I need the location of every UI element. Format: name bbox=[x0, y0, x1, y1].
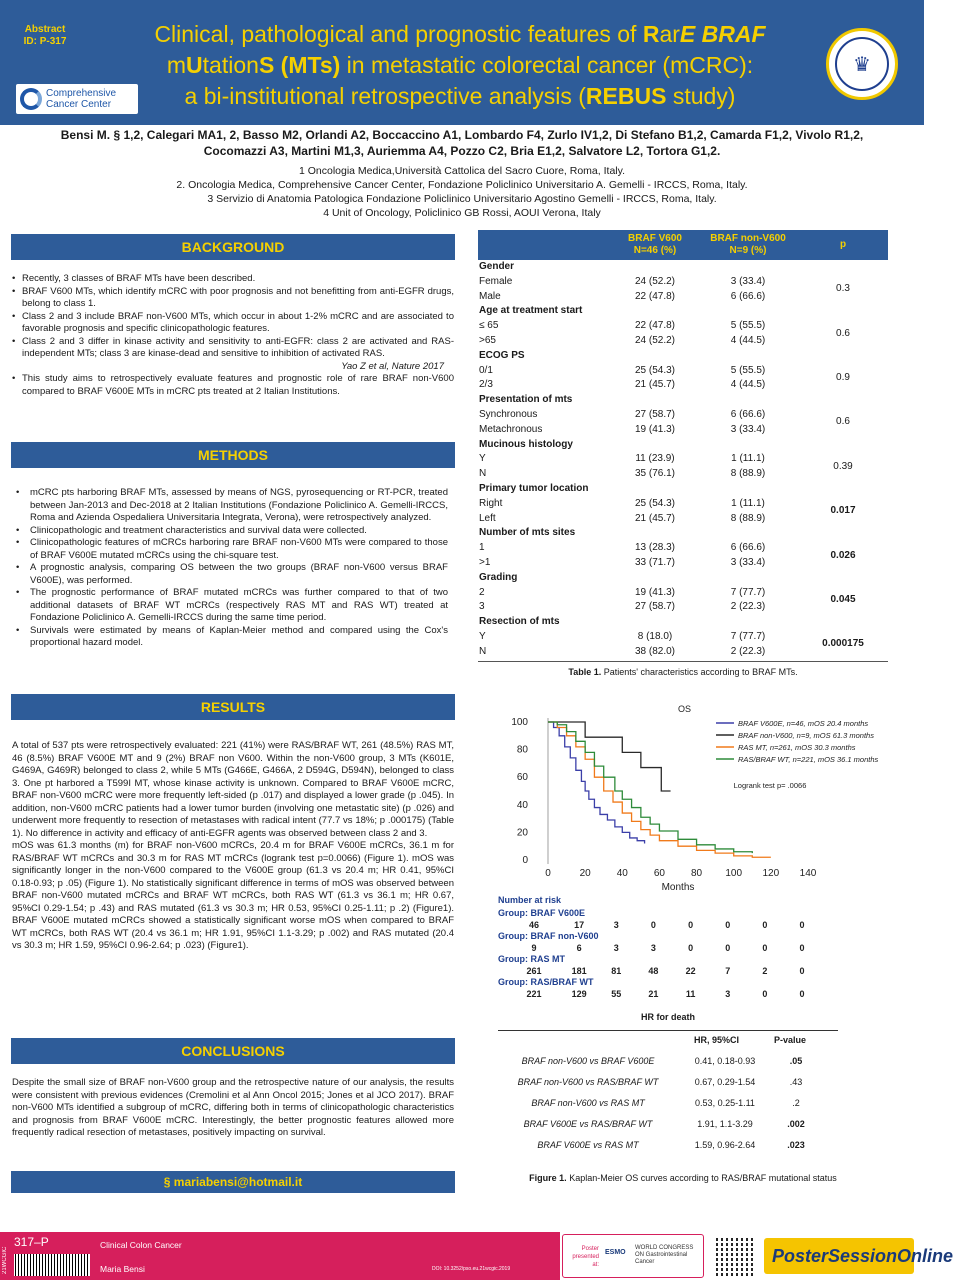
col-header-braf-non-v600 bbox=[700, 233, 796, 257]
y-tick-label: 100 bbox=[511, 717, 528, 728]
methods-bullet: • A prognostic analysis, comparing OS between the two groups (BRAF non-V600 versus BRAF V600E), was performed. bbox=[16, 562, 448, 587]
y-tick-label: 0 bbox=[522, 855, 528, 866]
presented-at-text: Poster presented at: bbox=[572, 1246, 599, 1268]
x-tick-label: 80 bbox=[691, 868, 703, 879]
methods-bullet: • Survivals were estimated by means of Kaplan-Meier method and compared using the Cox's proportional hazard model. bbox=[16, 625, 448, 650]
table-group-row bbox=[478, 526, 888, 541]
title-part: ar bbox=[659, 21, 680, 47]
qr-code-pattern bbox=[716, 1236, 756, 1276]
cell-braf-non-v600: 5 (55.5) bbox=[730, 364, 766, 376]
title-part: study) bbox=[666, 83, 736, 109]
methods-bullet: • Clinicopathologic features of mCRCs harboring rare BRAF non-V600 MTs were compared to those of BRAF V600E mutated mCRCs using the chi-square test. bbox=[16, 537, 448, 562]
contact-email[interactable]: § mariabensi@hotmail.it bbox=[11, 1171, 455, 1193]
y-tick-label: 80 bbox=[516, 744, 528, 756]
pso-logo-text: PosterSessionOnline bbox=[772, 1246, 953, 1266]
hr-row bbox=[498, 1051, 838, 1072]
author-list bbox=[20, 127, 904, 159]
table-group-row bbox=[478, 571, 888, 586]
risk-count: 3 bbox=[650, 943, 656, 953]
risk-count: 81 bbox=[611, 966, 622, 976]
table-group-row bbox=[478, 615, 888, 630]
cell-braf-v600: 21 (45.7) bbox=[634, 512, 676, 524]
hr-p-value: .43 bbox=[789, 1077, 803, 1087]
hr-value: 0.41, 0.18-0.93 bbox=[694, 1056, 756, 1066]
results-text bbox=[12, 740, 454, 953]
legend-entry: RAS MT, n=261, mOS 30.3 months bbox=[738, 743, 856, 752]
hr-comparison: BRAF V600E vs RAS MT bbox=[537, 1140, 639, 1150]
results-paragraph: mOS was 61.3 months (m) for BRAF non-V600 mCRCs, 20.4 m for BRAF V600E mCRCs, 36.1 m for RAS/BRAF WT mCRCs and 30.3 m for RAS MT mCRCs (logrank test p=0.0066) (Figure 1). mOS was significantly longer in the non-V600 compared to the V600E group (61.3 vs 20.4 m; HR 0.41, 95%CI 0.18-0.93; p .05) (Figure 1). No statistically significant difference in terms of mOS was observed between BRAF non-V600 mutated mCRCs and BRAF WT mCRCs, both RAS WT (61.3 vs 36.1 m; HR 0.67, 95%CI 0.29-1.54; p .43) and RAS mutated (61.3 vs 30.3 m; HR 0.53, 95%CI 0.25-1.11; p .2) (Figure1). BRAF V600E mutated mCRCs showed a statistically significant worse mOS when compared to BRAF WT mCRCs, both RAS WT (20.4 vs 36.1 m; HR 1.91, 95%CI 1.1-3.29; p .002) and RAS mutated (20.4 vs 30.3 m; HR 1.59, 95%CI 0.96-2.64; p .023) (Figure1). bbox=[12, 840, 454, 951]
esmo-logo: ESMO bbox=[605, 1249, 626, 1256]
table-group-row bbox=[478, 349, 888, 364]
p-value: 0.39 bbox=[833, 460, 853, 472]
y-tick-label: 40 bbox=[516, 799, 528, 811]
cell-braf-non-v600: 1 (11.1) bbox=[731, 497, 765, 509]
title-part: E BRAF bbox=[679, 21, 766, 47]
risk-count: 55 bbox=[611, 989, 622, 999]
table-group-row bbox=[478, 482, 888, 497]
cell-braf-v600: 22 (47.8) bbox=[634, 320, 676, 332]
km-survival-chart bbox=[488, 700, 898, 1010]
cell-braf-v600: 33 (71.7) bbox=[634, 556, 676, 568]
title-part: S (MTs) bbox=[258, 52, 341, 78]
row-label: ≤ 65 bbox=[479, 320, 499, 332]
km-curve-series-0 bbox=[548, 722, 645, 843]
footer-poster-number: 317–P bbox=[14, 1235, 49, 1249]
cell-braf-non-v600: 4 (44.5) bbox=[730, 379, 766, 391]
risk-count: 46 bbox=[528, 920, 540, 930]
title-part: REBUS bbox=[585, 83, 667, 109]
col-header-p: p bbox=[839, 239, 847, 250]
table-body bbox=[478, 260, 888, 660]
title-part: Clinical, pathological and prognostic features of bbox=[154, 21, 643, 47]
row-label: Resection of mts bbox=[479, 616, 560, 628]
cell-braf-non-v600: 5 (55.5) bbox=[730, 320, 766, 332]
row-label: Male bbox=[479, 290, 501, 302]
hr-col-header: P-value bbox=[774, 1035, 807, 1045]
row-label: Presentation of mts bbox=[479, 394, 573, 406]
risk-count: 0 bbox=[799, 966, 805, 976]
footer-category: Clinical Colon Cancer bbox=[100, 1240, 182, 1250]
risk-group-label: Group: BRAF V600E bbox=[498, 908, 586, 918]
hr-comparison: BRAF non-V600 vs RAS MT bbox=[531, 1098, 645, 1108]
title-part: m bbox=[166, 52, 187, 78]
caption-label: Table 1. bbox=[568, 667, 602, 677]
cell-braf-v600: 27 (58.7) bbox=[634, 601, 676, 613]
hr-header bbox=[498, 1035, 838, 1051]
risk-count: 0 bbox=[799, 943, 805, 953]
affiliation: 1 Oncologia Medica,Università Cattolica del Sacro Cuore, Roma, Italy. bbox=[298, 165, 626, 177]
risk-count: 0 bbox=[799, 920, 805, 930]
cell-braf-v600: 38 (82.0) bbox=[634, 645, 676, 657]
logrank-annotation: Logrank test p= .0066 bbox=[733, 781, 807, 790]
row-label: N bbox=[479, 468, 487, 480]
hr-comparison: BRAF non-V600 vs RAS/BRAF WT bbox=[517, 1077, 659, 1087]
row-label: Right bbox=[479, 497, 503, 509]
col-header-text: N=46 (%) bbox=[633, 245, 677, 256]
logo-text-line2: Cancer Center bbox=[46, 99, 112, 110]
footer-band bbox=[0, 1232, 560, 1280]
cell-braf-non-v600: 8 (88.9) bbox=[730, 512, 766, 524]
title-part: U bbox=[186, 52, 203, 78]
risk-count: 17 bbox=[574, 920, 585, 930]
university-seal-logo bbox=[826, 28, 898, 100]
abstract-number: ID: P-317 bbox=[23, 36, 67, 47]
title-part: tation bbox=[202, 52, 259, 78]
footer-doi: DOI: 10.3252/pso.eu.21wcgic.2019 bbox=[432, 1266, 511, 1272]
figure-caption-label: Figure 1. bbox=[529, 1173, 567, 1183]
p-value: 0.045 bbox=[830, 594, 856, 605]
authors-line1: Bensi M. § 1,2, Calegari MA1, 2, Basso M2, Orlandi A2, Boccaccino A1, Lombardo F4, Zurlo IV1,2, Di Stefano B1,2, Camarda F1,2, Vivolo R1,2, bbox=[60, 128, 864, 142]
cell-braf-v600: 19 (41.3) bbox=[634, 423, 676, 435]
risk-count: 0 bbox=[650, 920, 656, 930]
affiliation: 2. Oncologia Medica, Comprehensive Cancer Center, Fondazione Policlinico Universitario A. Gemelli - IRCCS, Roma, Italy. bbox=[176, 179, 748, 191]
risk-count: 7 bbox=[725, 966, 731, 976]
affiliation: 4 Unit of Oncology, Policlinico GB Rossi, AOUI Verona, Italy bbox=[323, 207, 601, 219]
hr-value: 1.59, 0.96-2.64 bbox=[694, 1140, 756, 1150]
hr-p-value: .2 bbox=[792, 1098, 800, 1108]
conclusions-text bbox=[12, 1077, 454, 1140]
cell-braf-v600: 19 (41.3) bbox=[634, 586, 676, 598]
row-label: N bbox=[479, 645, 487, 657]
row-label: Age at treatment start bbox=[479, 305, 583, 317]
cell-braf-v600: 24 (52.2) bbox=[634, 275, 676, 287]
table-bottom-rule bbox=[478, 661, 888, 662]
hr-comparison: BRAF non-V600 vs BRAF V600E bbox=[521, 1056, 655, 1066]
poster-title bbox=[105, 19, 815, 112]
background-reference: Yao Z et al, Nature 2017 bbox=[341, 360, 444, 372]
col-header-text: N=9 (%) bbox=[729, 245, 767, 256]
risk-group-label: Group: RAS/BRAF WT bbox=[498, 977, 594, 987]
p-value: 0.017 bbox=[830, 505, 856, 517]
cell-braf-v600: 13 (28.3) bbox=[634, 542, 676, 554]
x-tick-label: 100 bbox=[725, 868, 743, 879]
figure-caption bbox=[478, 1173, 888, 1183]
table-group-row bbox=[478, 438, 888, 453]
hr-p-value: .023 bbox=[787, 1140, 805, 1150]
background-heading: BACKGROUND bbox=[11, 234, 455, 260]
row-label: Grading bbox=[479, 571, 518, 583]
hr-row bbox=[498, 1093, 838, 1114]
seal-inner bbox=[835, 37, 889, 91]
risk-count: 9 bbox=[531, 943, 537, 953]
row-label: Gender bbox=[479, 261, 515, 272]
authors-line2: Cocomazzi A3, Martini M1,3, Auriemma A4, Pozzo C2, Bria E1,2, Salvatore L2, Tortora G1,2. bbox=[203, 144, 721, 158]
hr-value: 0.67, 0.29-1.54 bbox=[694, 1077, 756, 1087]
table-group-row bbox=[478, 393, 888, 408]
risk-count: 2 bbox=[762, 966, 768, 976]
hr-comparison: BRAF V600E vs RAS/BRAF WT bbox=[523, 1119, 653, 1129]
cancer-center-logo-icon bbox=[20, 88, 42, 110]
p-value: 0.3 bbox=[836, 283, 850, 295]
cell-braf-v600: 27 (58.7) bbox=[634, 408, 676, 420]
x-tick-label: 40 bbox=[616, 868, 628, 879]
cell-braf-v600: 25 (54.3) bbox=[634, 364, 676, 376]
x-tick-label: 120 bbox=[762, 868, 780, 879]
p-value: 0.6 bbox=[836, 416, 850, 428]
background-bullet: • BRAF V600 MTs, which identify mCRC with poor prognosis and not benefitting from anti-EGFR drugs, belong to class 1. bbox=[12, 286, 454, 311]
hr-row bbox=[498, 1072, 838, 1093]
risk-count: 0 bbox=[725, 920, 731, 930]
x-tick-label: 60 bbox=[653, 868, 665, 879]
risk-count: 221 bbox=[526, 989, 542, 999]
cell-braf-non-v600: 2 (22.3) bbox=[730, 601, 766, 613]
row-label: Mucinous histology bbox=[479, 438, 573, 450]
background-text bbox=[12, 273, 454, 398]
hr-p-value: .002 bbox=[787, 1119, 805, 1129]
row-label: ECOG PS bbox=[479, 349, 525, 361]
x-tick-label: 140 bbox=[799, 868, 817, 879]
background-bullet: • Recently, 3 classes of BRAF MTs have been described. bbox=[12, 273, 454, 286]
cell-braf-v600: 11 (23.9) bbox=[635, 453, 675, 465]
row-label: Left bbox=[479, 512, 496, 524]
p-value: 0.000175 bbox=[822, 638, 864, 650]
x-axis-label: Months bbox=[661, 882, 695, 893]
cell-braf-non-v600: 6 (66.6) bbox=[730, 408, 766, 420]
presented-at-box bbox=[562, 1234, 704, 1278]
hr-col-header: HR, 95%CI bbox=[694, 1035, 740, 1045]
title-part: R bbox=[642, 21, 660, 47]
cell-braf-non-v600: 4 (44.5) bbox=[730, 334, 766, 346]
caption-text: Patients' characteristics according to BRAF MTs. bbox=[601, 667, 798, 677]
risk-count: 0 bbox=[725, 943, 731, 953]
legend-entry: BRAF V600E, n=46, mOS 20.4 months bbox=[738, 719, 869, 728]
hr-title: HR for death bbox=[641, 1012, 695, 1022]
risk-count: 129 bbox=[571, 989, 587, 999]
risk-count: 11 bbox=[685, 989, 696, 999]
background-bullet: • Class 2 and 3 differ in kinase activity and sensitivity to anti-EGFR: class 2 are activated and RAS-independent MTs; class 3 are kinase-dead and sensitive to inhibition of activated RAS. bbox=[12, 336, 454, 361]
poster-session-online-logo[interactable] bbox=[764, 1238, 953, 1274]
cell-braf-non-v600: 7 (77.7) bbox=[730, 586, 766, 598]
risk-group-label: Group: BRAF non-V600 bbox=[498, 931, 599, 941]
table-group-row bbox=[478, 304, 888, 319]
hr-rule bbox=[498, 1030, 838, 1031]
x-tick-label: 20 bbox=[579, 868, 591, 879]
x-tick-label: 0 bbox=[545, 868, 551, 879]
methods-heading: METHODS bbox=[11, 442, 455, 468]
figure-caption-text: Kaplan-Meier OS curves according to RAS/BRAF mutational status bbox=[566, 1173, 837, 1183]
risk-count: 0 bbox=[762, 989, 768, 999]
patient-characteristics-table bbox=[478, 230, 888, 660]
risk-count: 48 bbox=[648, 966, 659, 976]
cell-braf-non-v600: 3 (33.4) bbox=[730, 556, 766, 568]
cell-braf-non-v600: 2 (22.3) bbox=[730, 645, 766, 657]
cell-braf-non-v600: 8 (88.9) bbox=[730, 468, 766, 480]
row-label: Metachronous bbox=[479, 423, 543, 435]
y-tick-label: 60 bbox=[516, 772, 528, 784]
abstract-id bbox=[14, 24, 76, 48]
cell-braf-v600: 21 (45.7) bbox=[634, 379, 676, 391]
risk-count: 3 bbox=[613, 920, 619, 930]
abstract-label: Abstract bbox=[24, 24, 66, 35]
footer-congress-code: 21WCGIC bbox=[2, 1246, 8, 1274]
results-paragraph: A total of 537 pts were retrospectively evaluated: 221 (41%) were RAS/BRAF WT, 261 (48.5%) RAS MT, 46 (8.5%) BRAF V600E MT and 9 (2%) BRAF non V600. Within the non-V600 group, 3 MTs (K601E, G469A, G469R) belonged to class 2, while 5 MTs (G466E, G466A, 2 D594G, D594N), belonged to class 3. One pt harbored a T599I MT, whose kinase activity is unknown. Compared to BRAF V600E mCRC, BRAF non-V600 mCRC were more frequently left-sided (p .017) and displayed a lower grade (p .045). In addition, non-V600 mCRC patients had a lower tumor burden (involving one metastatic site) (p .026) and underwent more frequently to resection of metastases with radical intent (77.7 vs 18%; p .000175) (Table 1). No difference in activity and efficacy of anti-EGFR agents was observed between class 2 and 3. bbox=[12, 740, 454, 839]
methods-text bbox=[16, 487, 448, 650]
cell-braf-non-v600: 3 (33.4) bbox=[730, 423, 766, 435]
hr-row bbox=[498, 1114, 838, 1135]
row-label: 3 bbox=[479, 601, 485, 613]
logo-text-line1: Comprehensive bbox=[46, 88, 117, 99]
risk-count: 261 bbox=[526, 966, 542, 976]
poster-header bbox=[0, 0, 924, 125]
affiliations bbox=[20, 164, 904, 220]
legend-entry: RAS/BRAF WT, n=221, mOS 36.1 months bbox=[738, 755, 879, 764]
row-label: 1 bbox=[479, 542, 485, 554]
cell-braf-non-v600: 6 (66.6) bbox=[730, 542, 766, 554]
cell-braf-v600: 22 (47.8) bbox=[634, 290, 676, 302]
row-label: 0/1 bbox=[479, 364, 493, 376]
affiliation: 3 Servizio di Anatomia Patologica Fondazione Policlinico Universitario Agostino Gemelli - IRCCS, Roma, Italy. bbox=[207, 193, 717, 205]
cell-braf-v600: 8 (18.0) bbox=[637, 630, 673, 642]
row-label: Y bbox=[479, 630, 486, 642]
risk-count: 0 bbox=[688, 943, 694, 953]
risk-count: 0 bbox=[762, 943, 768, 953]
table-group-row bbox=[478, 260, 888, 275]
footer-author: Maria Bensi bbox=[100, 1264, 145, 1274]
risk-count: 0 bbox=[688, 920, 694, 930]
hr-value: 0.53, 0.25-1.11 bbox=[695, 1098, 755, 1108]
risk-count: 22 bbox=[685, 966, 696, 976]
col-header-braf-v600 bbox=[615, 233, 695, 257]
row-label: Female bbox=[479, 275, 513, 287]
legend-entry: BRAF non-V600, n=9, mOS 61.3 months bbox=[738, 731, 874, 740]
wcgi-logo: WORLD CONGRESS ON Gastrointestinal Cancer bbox=[635, 1245, 694, 1265]
background-bullet: • Class 2 and 3 include BRAF non-V600 MTs, which occur in about 1-2% mCRC and are associated to favorable prognosis and specific clinicopathologic features. bbox=[12, 311, 454, 336]
risk-count: 21 bbox=[648, 989, 659, 999]
barcode-icon bbox=[14, 1254, 90, 1276]
hr-row bbox=[498, 1135, 838, 1156]
col-header-text: BRAF V600 bbox=[628, 233, 682, 244]
cell-braf-v600: 24 (52.2) bbox=[634, 334, 676, 346]
cell-braf-non-v600: 7 (77.7) bbox=[730, 630, 766, 642]
row-label: Number of mts sites bbox=[479, 527, 576, 539]
p-value: 0.6 bbox=[836, 327, 850, 339]
risk-count: 181 bbox=[571, 966, 587, 976]
conclusions-paragraph: Despite the small size of BRAF non-V600 group and the retrospective nature of our analysis, the results were consistent with previous evidences (Cremolini et al Ann Oncol 2015; Jones et al JCO 2017). BRAF non-V600 MTs identified a subgroup of mCRC, differing both in terms of clinicopathologic characteristics and prognosis from BRAF V600E mCRC. Interestingly, the better prognostic features allowed more frequently radical resection of metastases, positively impacting on survival. bbox=[12, 1077, 454, 1138]
y-tick-label: 20 bbox=[516, 827, 528, 839]
risk-count: 6 bbox=[576, 943, 582, 953]
row-label: Y bbox=[479, 453, 486, 465]
hr-table bbox=[498, 1012, 838, 1156]
risk-group-label: Group: RAS MT bbox=[498, 954, 565, 964]
chart-title: OS bbox=[678, 704, 692, 714]
col-header-text: BRAF non-V600 bbox=[710, 233, 786, 244]
risk-count: 0 bbox=[799, 989, 805, 999]
p-value: 0.026 bbox=[830, 549, 856, 561]
poster-footer bbox=[0, 1232, 953, 1280]
hr-p-value: .05 bbox=[789, 1056, 803, 1066]
methods-bullet: • The prognostic performance of BRAF mutated mCRCs was further compared to that of two additional datasets of BRAF WT mCRCs (respectively RAS MT and RAS WT) treated at Fondazione Policlinico A. Gemelli-IRCCS during the same time period. bbox=[16, 587, 448, 625]
row-label: >65 bbox=[479, 334, 496, 346]
p-value: 0.9 bbox=[836, 372, 850, 383]
cell-braf-non-v600: 6 (66.6) bbox=[730, 290, 766, 302]
hr-value: 1.91, 1.1-3.29 bbox=[697, 1119, 753, 1129]
row-label: 2 bbox=[479, 586, 485, 598]
table-caption bbox=[478, 667, 888, 677]
methods-bullet: • Clinicopathologic and treatment characteristics and survival data were collected. bbox=[16, 525, 448, 538]
risk-table-title: Number at risk bbox=[498, 895, 562, 905]
title-part: a bi-institutional retrospective analysis ( bbox=[184, 83, 586, 109]
risk-count: 3 bbox=[725, 989, 731, 999]
background-bullet: • This study aims to retrospectively evaluate features and prognostic role of rare BRAF non-V600 compared to BRAF V600E MTs in mCRC pts treated at 2 Italian Institutions. bbox=[12, 373, 454, 398]
row-label: 2/3 bbox=[479, 379, 493, 391]
cell-braf-non-v600: 1 (11.1) bbox=[731, 453, 765, 465]
title-part: in metastatic colorectal cancer (mCRC): bbox=[340, 52, 754, 78]
cell-braf-v600: 25 (54.3) bbox=[634, 497, 676, 509]
cell-braf-non-v600: 3 (33.4) bbox=[730, 275, 766, 287]
methods-bullet: • mCRC pts harboring BRAF MTs, assessed by means of NGS, pyrosequencing or RT-PCR, treated between Jan-2013 and Dec-2018 at 2 Italian Institutions (Fondazione Policlinico A. Gemelli-IRCCS, Roma and Azienda Ospedaliera Universitaria Integrata, Verona), were retrospectively analyzed. bbox=[16, 487, 448, 525]
row-label: Synchronous bbox=[479, 408, 538, 420]
row-label: >1 bbox=[479, 556, 491, 568]
conclusions-heading: CONCLUSIONS bbox=[11, 1038, 455, 1064]
risk-count: 3 bbox=[613, 943, 619, 953]
table-header bbox=[478, 230, 888, 260]
seal-figure-icon: ♛ bbox=[853, 53, 871, 76]
results-heading: RESULTS bbox=[11, 694, 455, 720]
risk-count: 0 bbox=[762, 920, 768, 930]
cell-braf-v600: 35 (76.1) bbox=[634, 468, 676, 480]
row-label: Primary tumor location bbox=[479, 482, 589, 494]
